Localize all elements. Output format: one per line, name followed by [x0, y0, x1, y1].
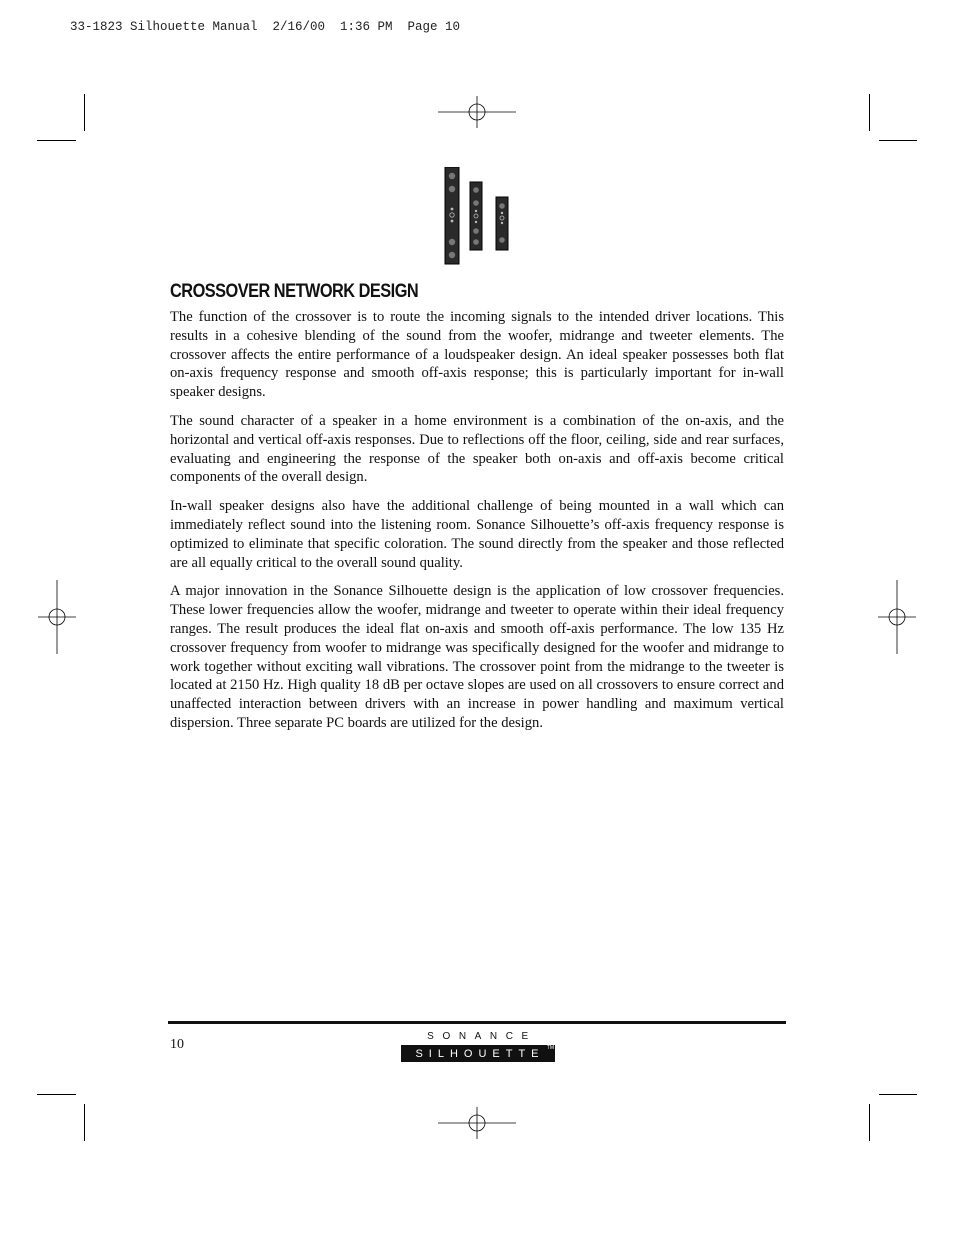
crop-mark-icon [37, 140, 76, 141]
registration-mark-icon [38, 580, 76, 654]
crop-mark-icon [84, 94, 85, 131]
crop-mark-icon [869, 94, 870, 131]
registration-mark-icon [438, 1107, 516, 1139]
logo-top-word: SONANCE [427, 1031, 537, 1042]
sonance-silhouette-logo [401, 1031, 555, 1062]
registration-mark-icon [878, 580, 916, 654]
registration-mark-icon [438, 96, 516, 128]
logo-bottom-box [401, 1045, 555, 1062]
footer-rule [168, 1021, 786, 1024]
crop-mark-icon [84, 1104, 85, 1141]
slug-line: 33-1823 Silhouette Manual 2/16/00 1:36 PM Page 10 [70, 20, 461, 34]
crop-mark-icon [879, 140, 917, 141]
trademark-mark: TM [546, 1045, 554, 1051]
paragraph: A major innovation in the Sonance Silhouette design is the application of low crossover frequencies. These lower frequencies allow the woofer, midrange and tweeter to operate within their ideal frequency ranges. The result produces the ideal flat on-axis and smooth off-axis performance. The low 135 Hz crossover frequency from woofer to midrange was specifically designed for the woofer and midrange to work together without exciting wall vibrations. The crossover point from the midrange to the tweeter is located at 2150 Hz. High quality 18 dB per octave slopes are used on all crossovers to ensure correct and unaffected interaction between drivers with an increase in power handling and maximum vertical dispersion. Three separate PC boards are utilized for the design. [170, 583, 784, 731]
page-number: 10 [170, 1037, 184, 1052]
crop-mark-icon [37, 1094, 76, 1095]
paragraph: In-wall speaker designs also have the additional challenge of being mounted in a wall which can immediately reflect sound into the listening room. Sonance Silhouette’s off-axis frequency response is optimized to eliminate that specific coloration. The sound directly from the speaker and those reflected are all equally critical to the overall sound quality. [170, 498, 784, 571]
paragraph: The function of the crossover is to route the incoming signals to the intended driver locations. This results in a cohesive blending of the sound from the woofer, midrange and tweeter elements. The crossover affects the entire performance of a loudspeaker design. An ideal speaker possesses both flat on-axis frequency response and smooth off-axis response; this is particularly important for in-wall speaker designs. [170, 309, 784, 401]
body-text [170, 308, 784, 743]
paragraph: The sound character of a speaker in a home environment is a combination of the on-axis, and the horizontal and vertical off-axis responses. Due to reflections off the floor, ceiling, side and rear surfaces, evaluating and engineering the response of the speaker both on-axis and off-axis become critical components of the overall design. [170, 412, 784, 486]
crop-mark-icon [869, 1104, 870, 1141]
logo-bottom-word: SILHOUETTE [415, 1047, 545, 1060]
section-title: CROSSOVER NETWORK DESIGN [170, 281, 419, 302]
speaker-illustration [444, 167, 510, 265]
crop-mark-icon [879, 1094, 917, 1095]
